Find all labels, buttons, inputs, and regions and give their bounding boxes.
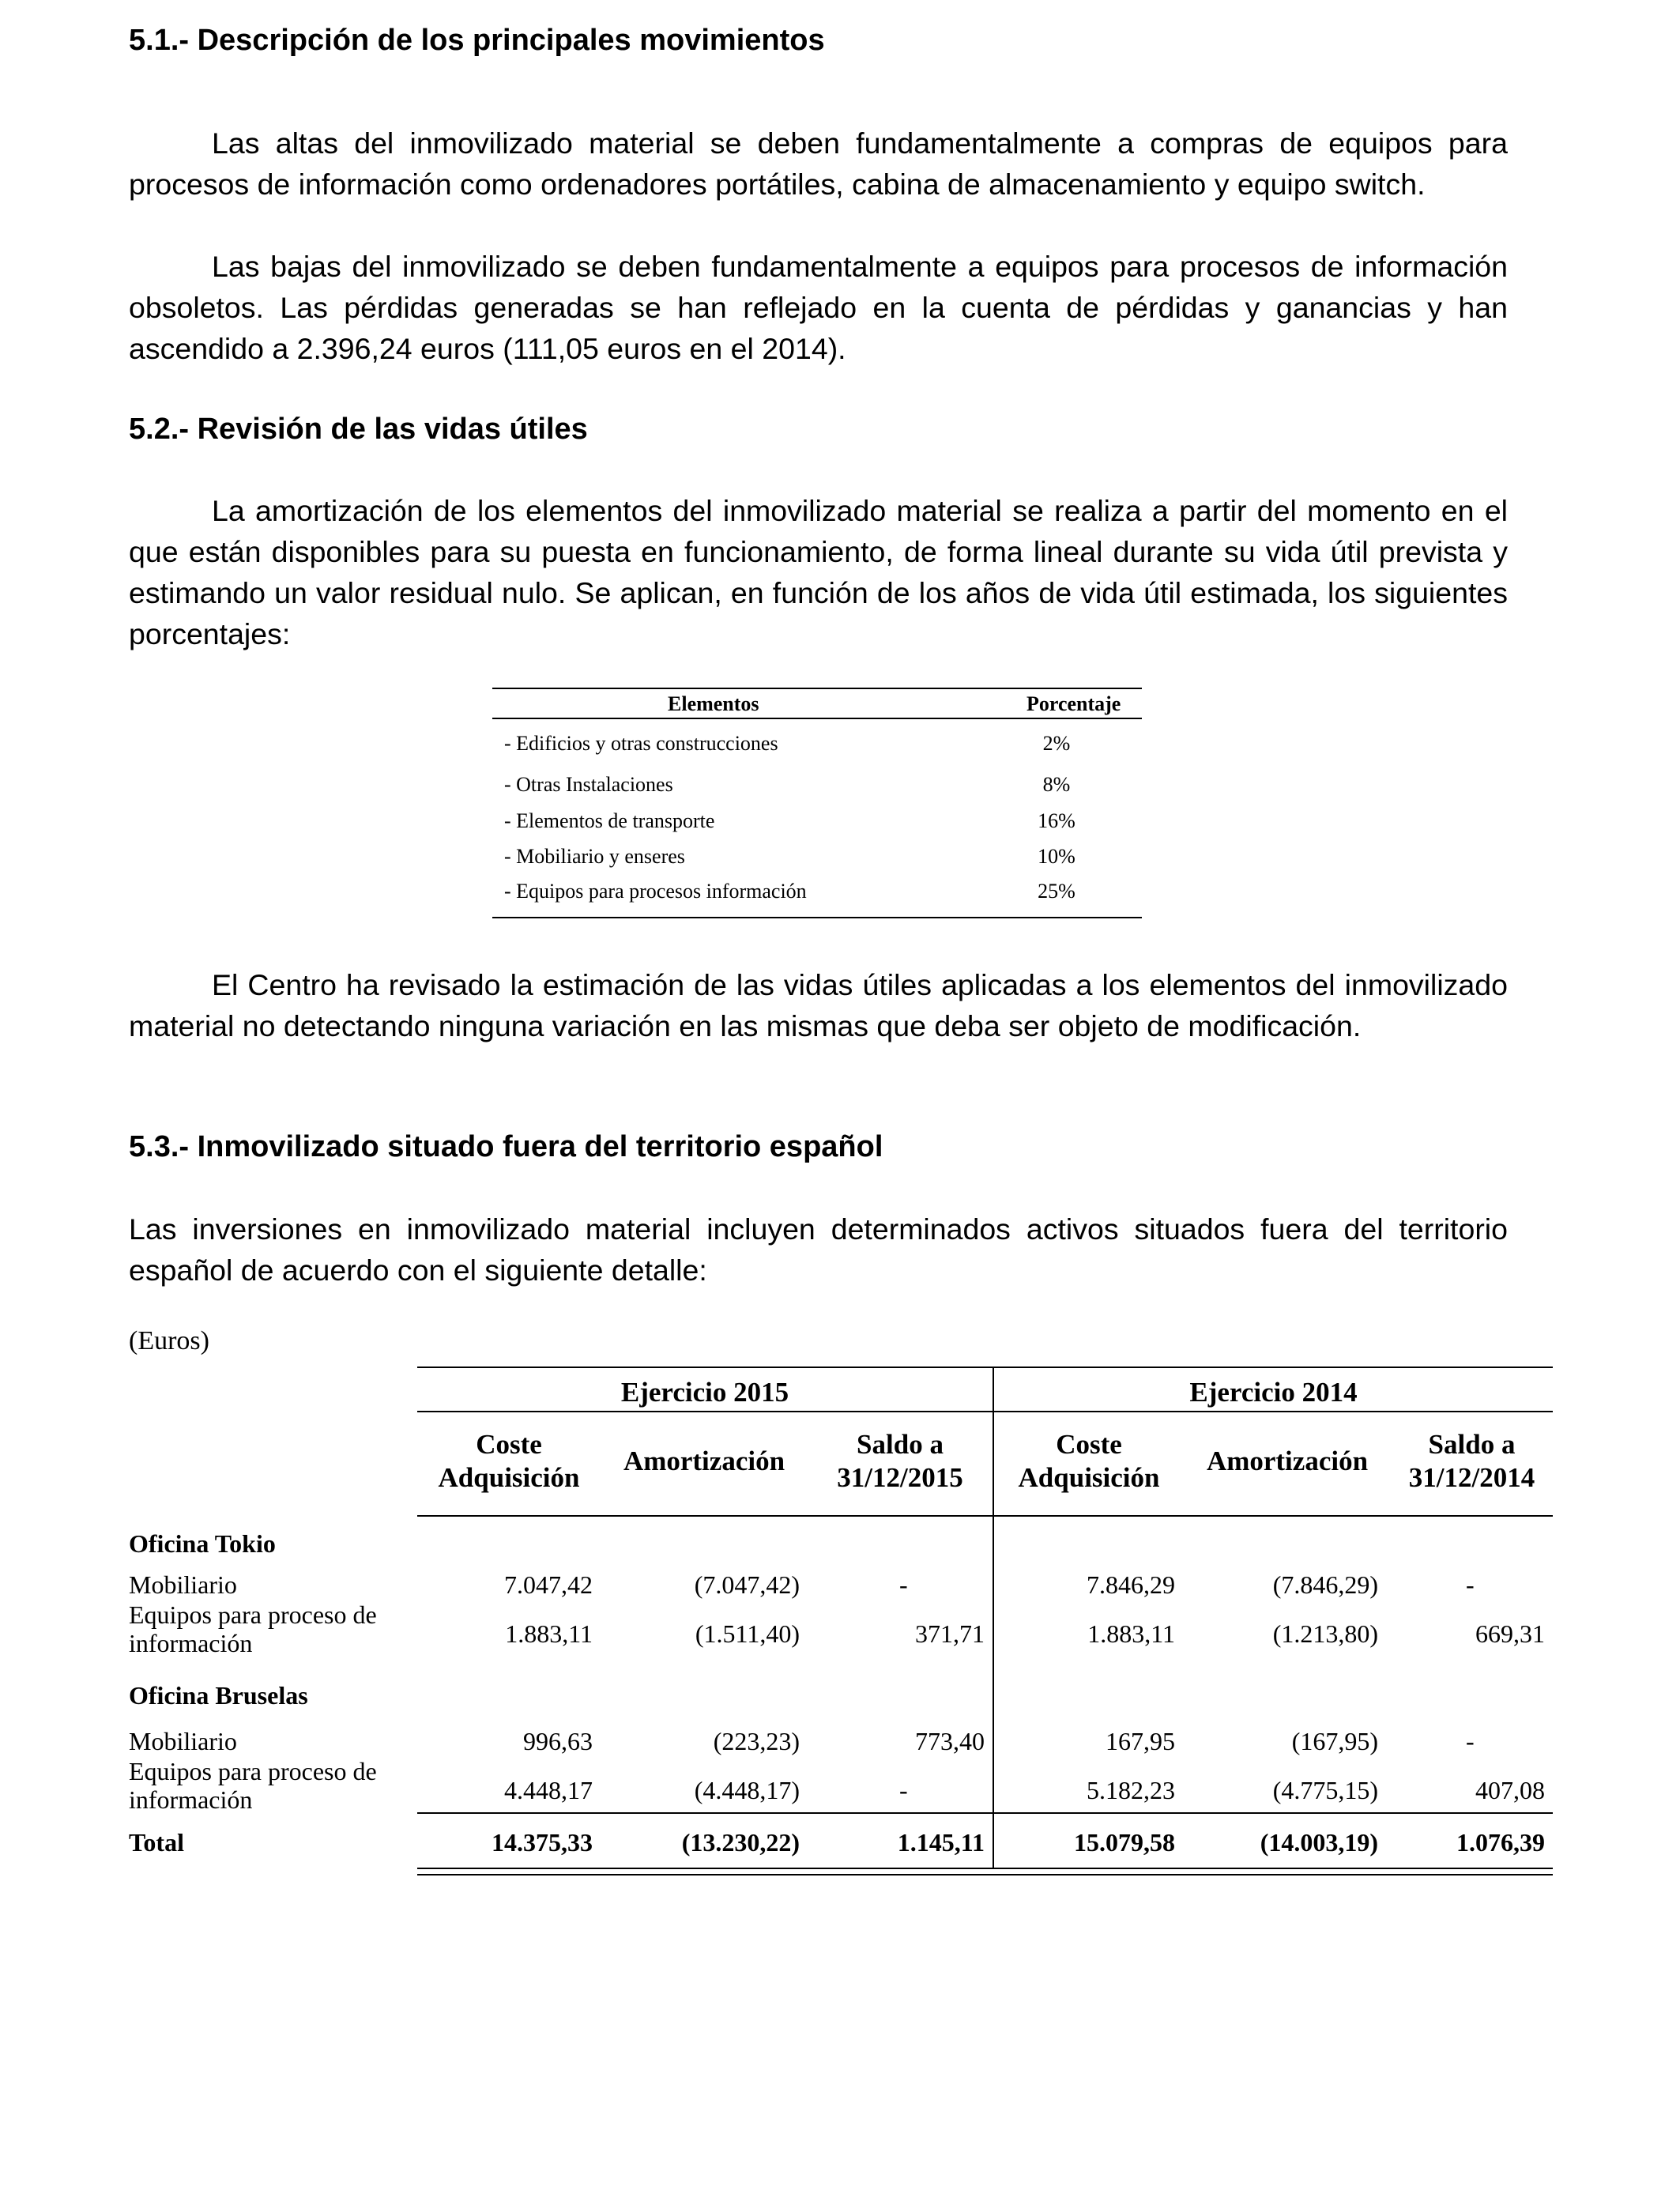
cell-coste-2015: 7.047,42 [504, 1570, 593, 1599]
cell-amort-2014: (167,95) [1291, 1727, 1378, 1755]
row-value: 16% [1038, 809, 1075, 832]
paragraph-amortizacion: La amortización de los elementos del inmovilizado material se realiza a partir del momento en el que están disponibles para su puesta en funcionamiento, de forma lineal durante su vida útil prevista y estimando un valor residual nulo. Se aplican, en función de los años de vida útil estimada, los siguientes porcentajes: [129, 494, 1508, 650]
table-header [492, 689, 1142, 719]
header-amortizacion-2014: Amortización [1206, 1446, 1369, 1476]
header-line: Coste [1056, 1429, 1122, 1460]
header-line: Coste [476, 1429, 542, 1460]
table-header-rule [417, 1515, 1553, 1517]
cell-total-saldo-2014: 1.076,39 [1456, 1828, 1545, 1857]
table-bottom-rule-1 [417, 1868, 1553, 1869]
cell-saldo-2014: - [1466, 1570, 1475, 1599]
cell-coste-2015: 996,63 [523, 1727, 593, 1755]
cell-coste-2014: 7.846,29 [1087, 1570, 1175, 1599]
row-label: - Otras Instalaciones [504, 773, 673, 796]
cell-amort-2014: (7.846,29) [1272, 1570, 1378, 1599]
cell-amort-2015: (7.047,42) [694, 1570, 800, 1599]
table-bottom-rule-2 [417, 1874, 1553, 1875]
row-label: Mobiliario [129, 1727, 237, 1755]
cell-saldo-2015: - [899, 1570, 908, 1599]
header-line: Adquisición [1018, 1462, 1160, 1493]
section-heading-5-1: 5.1.- Descripción de los principales movimientos [129, 24, 825, 57]
cell-total-saldo-2015: 1.145,11 [897, 1828, 985, 1857]
table-row [492, 773, 1142, 801]
table-row [492, 732, 1142, 760]
column-header-porcentaje: Porcentaje [1026, 692, 1121, 715]
cell-saldo-2015: - [899, 1776, 908, 1804]
cell-amort-2015: (223,23) [713, 1727, 800, 1755]
cell-saldo-2014: - [1466, 1727, 1475, 1755]
header-coste-2015 [417, 1428, 601, 1495]
cell-saldo-2015: 371,71 [915, 1619, 985, 1648]
header-line: Saldo a [857, 1429, 944, 1460]
cell-total-coste-2015: 14.375,33 [492, 1828, 593, 1857]
table-total-rule [417, 1812, 1553, 1814]
row-label-line: información [129, 1629, 253, 1657]
cell-coste-2015: 1.883,11 [505, 1619, 593, 1648]
section-heading-5-3: 5.3.- Inmovilizado situado fuera del territorio español [129, 1130, 883, 1163]
header-ejercicio-2014: Ejercicio 2014 [1189, 1377, 1358, 1408]
row-label-total: Total [129, 1828, 184, 1857]
header-coste-2014 [994, 1428, 1184, 1495]
row-value: 10% [1038, 845, 1075, 868]
cell-total-amort-2014: (14.003,19) [1260, 1828, 1378, 1857]
group-label-bruselas: Oficina Bruselas [129, 1681, 308, 1710]
header-line: Saldo a [1428, 1429, 1516, 1460]
cell-total-coste-2014: 15.079,58 [1074, 1828, 1175, 1857]
header-ejercicio-2015: Ejercicio 2015 [620, 1377, 789, 1408]
row-label: Mobiliario [129, 1570, 237, 1599]
header-line: 31/12/2014 [1408, 1462, 1535, 1493]
cell-coste-2015: 4.448,17 [504, 1776, 593, 1804]
row-label [129, 1600, 377, 1657]
row-label: - Elementos de transporte [504, 809, 715, 832]
row-label [129, 1757, 377, 1814]
row-label-line: Equipos para proceso de [129, 1757, 377, 1785]
depreciation-rates-table [492, 688, 1142, 918]
row-label-line: Equipos para proceso de [129, 1600, 377, 1629]
row-label: - Mobiliario y enseres [504, 845, 685, 868]
cell-amort-2015: (4.448,17) [694, 1776, 800, 1804]
paragraph-altas: Las altas del inmovilizado material se deben fundamentalmente a compras de equipos para procesos de información como ordenadores portátiles, cabina de almacenamiento y equipo switch. [129, 126, 1508, 201]
table-row [492, 809, 1142, 838]
row-label-line: información [129, 1785, 253, 1814]
row-value: 25% [1038, 880, 1075, 903]
cell-saldo-2015: 773,40 [915, 1727, 985, 1755]
units-label: (Euros) [129, 1326, 209, 1355]
row-value: 8% [1042, 773, 1071, 796]
cell-coste-2014: 167,95 [1106, 1727, 1175, 1755]
paragraph-revision: El Centro ha revisado la estimación de las vidas útiles aplicadas a los elementos del inmovilizado material no detectando ninguna variación en las mismas que deba ser objeto de modificación. [129, 968, 1508, 1042]
cell-coste-2014: 5.182,23 [1087, 1776, 1175, 1804]
paragraph-inversiones: Las inversiones en inmovilizado material incluyen determinados activos situados fuera del territorio español de acuerdo con el siguiente detalle: [129, 1212, 1508, 1287]
cell-amort-2014: (1.213,80) [1272, 1619, 1378, 1648]
cell-amort-2015: (1.511,40) [695, 1619, 800, 1648]
cell-coste-2014: 1.883,11 [1087, 1619, 1175, 1648]
cell-saldo-2014: 407,08 [1475, 1776, 1545, 1804]
header-line: Adquisición [438, 1462, 580, 1493]
header-saldo-2015 [808, 1428, 993, 1495]
row-label: - Edificios y otras construcciones [504, 732, 778, 755]
table-year-rule [417, 1411, 1553, 1412]
paragraph-bajas: Las bajas del inmovilizado se deben fundamentalmente a equipos para procesos de información obsoletos. Las pérdidas generadas se han reflejado en la cuenta de pérdidas y ganancias y han ascendido a 2.396,24 euros (111,05 euros en el 2014). [129, 250, 1508, 365]
table-row [492, 880, 1142, 908]
header-saldo-2014 [1391, 1428, 1553, 1495]
header-line: 31/12/2015 [837, 1462, 963, 1493]
column-header-elementos: Elementos [668, 692, 759, 715]
cell-saldo-2014: 669,31 [1475, 1619, 1545, 1648]
section-heading-5-2: 5.2.- Revisión de las vidas útiles [129, 413, 588, 446]
table-row [492, 845, 1142, 873]
group-label-tokio: Oficina Tokio [129, 1529, 276, 1558]
cell-amort-2014: (4.775,15) [1272, 1776, 1378, 1804]
table-top-rule [417, 1367, 1553, 1368]
cell-total-amort-2015: (13.230,22) [681, 1828, 800, 1857]
header-amortizacion-2015: Amortización [623, 1446, 785, 1476]
row-label: - Equipos para procesos información [504, 880, 807, 903]
row-value: 2% [1042, 732, 1071, 755]
